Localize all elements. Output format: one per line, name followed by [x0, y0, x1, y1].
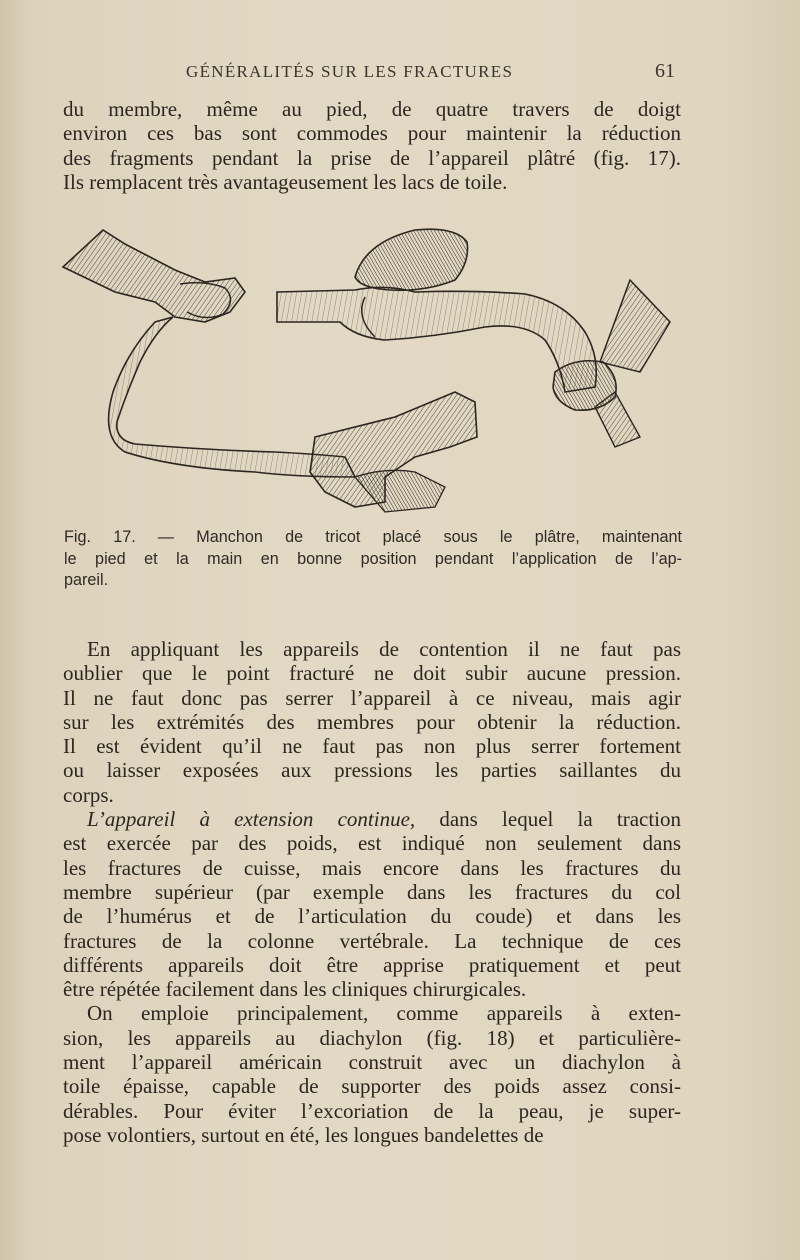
text-line: On emploie principalement, comme appareils à exten-: [87, 1001, 681, 1026]
page-header: [0, 58, 800, 88]
text-line: corps.: [63, 782, 114, 807]
paragraph-body: [63, 637, 681, 1147]
text-line: des fragments pendant la prise de l’appareil plâtré (fig. 17).: [63, 145, 681, 170]
text-line: ment l’appareil américain construit avec un diachylon à: [63, 1050, 681, 1075]
text-line: environ ces bas sont commodes pour maintenir la réduction: [63, 121, 681, 146]
text-line: Il ne faut donc pas serrer l’appareil à ce niveau, mais agir: [63, 685, 681, 710]
text-line: Ils remplacent très avantageusement les lacs de toile.: [63, 169, 508, 194]
italic-lead: L’appareil à extension continue,: [87, 807, 416, 832]
text-line: les fractures de cuisse, mais encore dans les fractures du: [63, 855, 681, 880]
text-line: oublier que le point fracturé ne doit subir aucune pression.: [63, 661, 681, 686]
text-line: pose volontiers, surtout en été, les longues bandelettes de: [63, 1122, 544, 1147]
text-fragment: dans lequel la traction: [415, 807, 681, 832]
figure-caption: [64, 527, 682, 592]
text-line: sur les extrémités des membres pour obtenir la réduction.: [63, 709, 681, 734]
text-line: différents appareils doit être apprise pratiquement et peut: [63, 952, 681, 977]
caption-line: pareil.: [64, 571, 109, 589]
text-line: de l’humérus et de l’articulation du coude) et dans les: [63, 904, 681, 929]
knot-top-illustration: [355, 229, 468, 290]
caption-line: le pied et la main en bonne position pendant l’application de l’ap-: [64, 549, 682, 568]
right-hand-illustration: [553, 280, 670, 447]
text-line: fractures de la colonne vertébrale. La technique de ces: [63, 928, 681, 953]
running-title: GÉNÉRALITÉS SUR LES FRACTURES: [186, 62, 514, 81]
figure-illustration: [55, 222, 685, 522]
left-hand-bottom-illustration: [310, 392, 477, 512]
text-line: dérables. Pour éviter l’excoriation de la peau, je super-: [63, 1098, 681, 1123]
text-line: Il est évident qu’il ne faut pas non plus serrer fortement: [63, 734, 681, 759]
text-line: En appliquant les appareils de contention il ne faut pas: [87, 637, 681, 661]
text-line: [63, 807, 681, 831]
paragraph-top: [63, 97, 681, 194]
text-line: membre supérieur (par exemple dans les fractures du col: [63, 879, 681, 904]
arm-illustration: [277, 287, 596, 392]
text-line: toile épaisse, capable de supporter des poids assez consi-: [63, 1074, 681, 1099]
text-line: être répétée facilement dans les cliniques chirurgicales.: [63, 977, 527, 1002]
left-hand-top-illustration: [63, 230, 245, 322]
text-line: sion, les appareils au diachylon (fig. 18) et particulière-: [63, 1025, 681, 1050]
page-number: 61: [655, 60, 675, 82]
text-line: est exercée par des poids, est indiqué non seulement dans: [63, 831, 681, 856]
text-line: ou laisser exposées aux pressions les parties saillantes du: [63, 758, 681, 783]
text-line: du membre, même au pied, de quatre travers de doigt: [63, 97, 681, 121]
caption-line: Fig. 17. — Manchon de tricot placé sous le plâtre, maintenant: [64, 528, 682, 546]
